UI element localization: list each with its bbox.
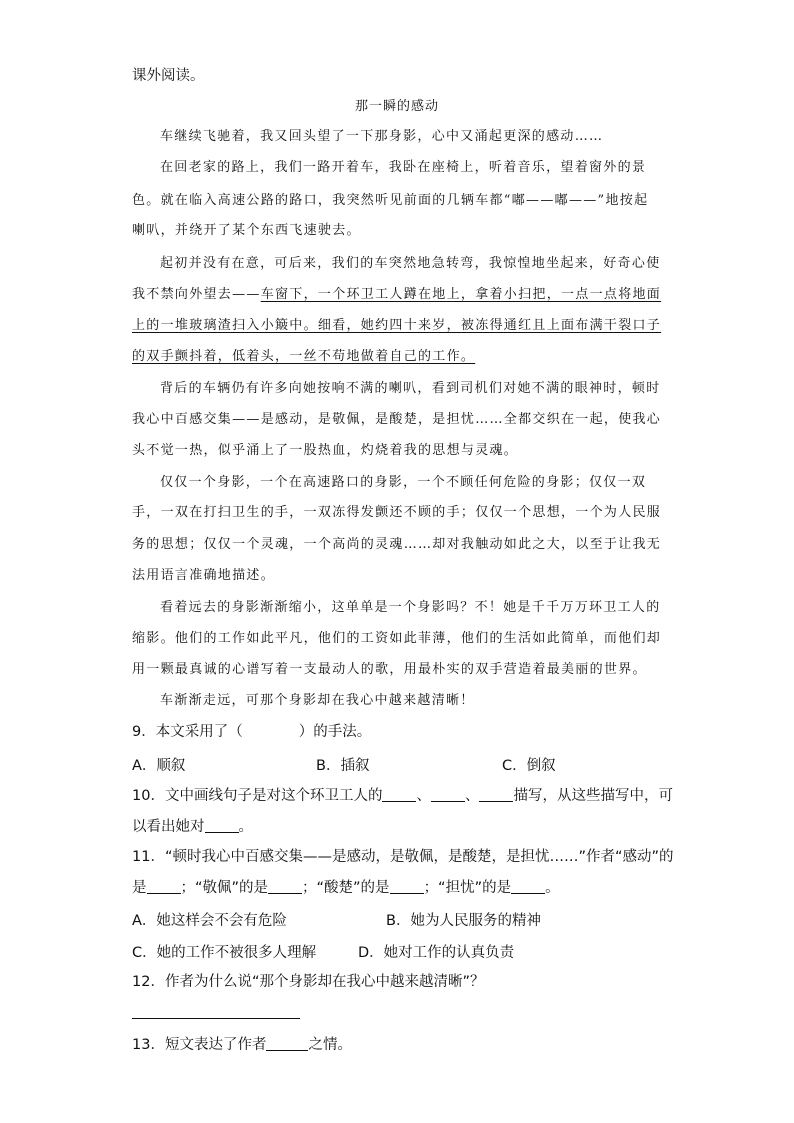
passage-line: 看着远去的身影渐渐缩小，这单单是一个身影吗？不！她是千千万万环卫工人的 <box>160 600 661 615</box>
passage-line <box>132 285 661 305</box>
q10-separator: 、 <box>416 788 431 804</box>
passage-line: 起初并没有在意，可后来，我们的车突然地急转弯，我惊惶地坐起来，好奇心使 <box>160 256 661 271</box>
passage-line: 法用语言准确地描述。 <box>132 568 276 583</box>
q11-blank-3[interactable] <box>390 879 424 894</box>
passage-line: 在回老家的路上，我们一路开着车，我卧在座椅上，听着音乐，望着窗外的景 <box>160 160 647 175</box>
q10-blank-4[interactable] <box>205 818 239 833</box>
q13-blank[interactable] <box>266 1036 308 1051</box>
q9-option-c[interactable]: C．倒叙 <box>502 758 556 774</box>
q11-option-b[interactable]: B．她为人民服务的精神 <box>386 913 541 929</box>
q10-text-end: 。 <box>238 819 253 835</box>
question-10 <box>132 786 673 806</box>
q10-blank-3[interactable] <box>479 787 513 802</box>
passage-line-plain: 我不禁向外望去—— <box>132 287 261 302</box>
passage-line: 车渐渐走远，可那个身影却在我心中越来越清晰！ <box>160 693 475 708</box>
passage-line: 手，一双在打扫卫生的手，一双冻得发颤还不顾的手；仅仅一个思想，一个为人民服 <box>132 505 662 520</box>
question-13 <box>132 1035 352 1055</box>
passage-line: 我心中百感交集——是感动，是敬佩，是酸楚，是担忧……全都交织在一起，使我心 <box>132 412 662 427</box>
passage-line: 背后的车辆仍有许多向她按响不满的喇叭，看到司机们对她不满的眼神时，顿时 <box>160 381 661 396</box>
q10-blank-1[interactable] <box>382 787 416 802</box>
q9-text: 9．本文采用了（ <box>132 724 243 740</box>
passage-line: 缩影。他们的工作如此平凡，他们的工资如此菲薄，他们的生活如此简单，而他们却 <box>132 631 662 646</box>
question-10-cont <box>132 817 253 837</box>
q10-text-cont: 描写，从这些描写中，可 <box>513 788 673 804</box>
q10-text: 以看出她对 <box>132 819 205 835</box>
underlined-sentence: 车窗下，一个环卫工人蹲在地上，拿着小扫把，一点一点将地面 <box>260 287 662 302</box>
q11-text: ；“担忧”的是 <box>423 880 512 896</box>
q9-text-end: ）的手法。 <box>298 724 372 740</box>
question-11-cont <box>132 878 560 898</box>
q11-blank-1[interactable] <box>147 879 181 894</box>
q11-option-d[interactable]: D．她对工作的认真负责 <box>358 945 515 961</box>
q13-text-end: 之情。 <box>308 1037 352 1053</box>
passage-line: 头不觉一热，似乎涌上了一股热血，灼烧着我的思想与灵魂。 <box>132 443 519 458</box>
q9-option-a[interactable]: A．顺叙 <box>132 758 186 774</box>
passage-line: 仅仅一个身影，一个在高速路口的身影，一个不顾任何危险的身影；仅仅一双 <box>160 475 647 490</box>
passage-line: 务的思想；仅仅一个灵魂，一个高尚的灵魂……却对我触动如此之大，以至于让我无 <box>132 537 662 552</box>
question-12: 12．作者为什么说“那个身影却在我心中越来越清晰”？ <box>132 974 485 990</box>
q10-separator: 、 <box>464 788 480 804</box>
q11-text: ；“敬佩”的是 <box>180 880 269 896</box>
underlined-sentence: 的双手颤抖着，低着头，一丝不苟地做着自己的工作。 <box>132 349 476 364</box>
q11-text: 是 <box>132 880 147 896</box>
q9-option-b[interactable]: B．插叙 <box>316 758 370 774</box>
q11-text: ；“酸楚”的是 <box>302 880 390 896</box>
passage-line: 车继续飞驰着，我又回头望了一下那身影，心中又涌起更深的感动…… <box>160 129 604 144</box>
q11-option-c[interactable]: C．她的工作不被很多人理解 <box>132 945 317 961</box>
passage-title: 那一瞬的感动 <box>354 99 439 114</box>
q12-answer-line[interactable] <box>132 1018 300 1019</box>
q11-option-a[interactable]: A．她这样会不会有危险 <box>132 913 287 929</box>
q10-text: 10．文中画线句子是对这个环卫工人的 <box>132 788 383 804</box>
q9-answer-blank[interactable] <box>243 724 299 738</box>
q10-blank-2[interactable] <box>431 787 465 802</box>
q11-blank-2[interactable] <box>268 879 302 894</box>
passage-line: 色。就在临入高速公路的路口，我突然听见前面的几辆车都“嘟——嘟——”地按起 <box>132 193 649 208</box>
passage-line: 喇叭，并绕开了某个东西飞速驶去。 <box>132 223 361 238</box>
passage-line: 用一颗最真诚的心谱写着一支最动人的歌，用最朴实的双手营造着最美丽的世界。 <box>132 662 647 677</box>
q11-text-end: 。 <box>545 880 560 896</box>
section-heading: 课外阅读。 <box>132 68 205 84</box>
q11-blank-4[interactable] <box>511 879 545 894</box>
question-9 <box>132 722 371 742</box>
q13-text: 13．短文表达了作者 <box>132 1037 267 1053</box>
underlined-sentence: 上的一堆玻璃渣扫入小簸中。细看，她约四十来岁，被冻得通红且上面布满干裂口子 <box>132 318 662 333</box>
question-11: 11．“顿时我心中百感交集——是感动，是敬佩，是酸楚，是担忧……”作者“感动”的 <box>132 849 674 865</box>
